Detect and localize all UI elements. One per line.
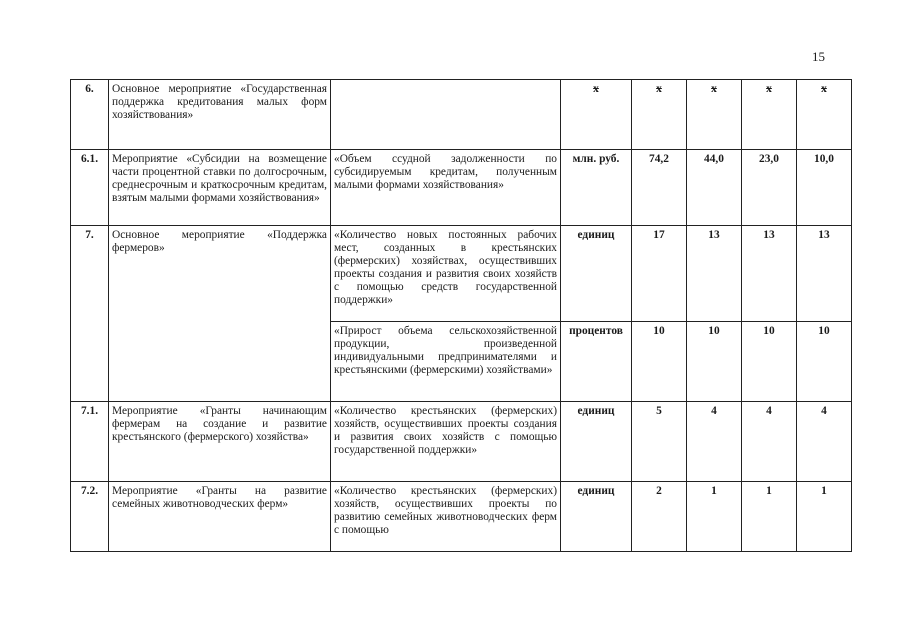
value-cell: 10 [797,322,852,402]
indicator-text [331,80,561,150]
value-cell: х [797,80,852,150]
value-cell: 10,0 [797,150,852,226]
measure-name: Мероприятие «Гранты начинающим фермерам на создание и развитие крестьянского (фермерского) хозяйства» [109,402,331,482]
value-cell: 4 [742,402,797,482]
value-cell: 74,2 [632,150,687,226]
indicator-text: «Прирост объема сельскохозяйственной продукции, произведенной индивидуальными предпринимателями и крестьянскими (фермерскими) хозяйствами» [331,322,561,402]
value-cell: 4 [687,402,742,482]
unit-cell: единиц [561,482,632,552]
measure-name: Мероприятие «Субсидии на возмещение части процентной ставки по долгосрочным, среднесрочным и краткосрочным кредитам, взятым малыми формами хозяйствования» [109,150,331,226]
value-cell: 1 [742,482,797,552]
value-cell: 10 [742,322,797,402]
value-cell: 4 [797,402,852,482]
indicator-text: «Количество новых постоянных рабочих мест, созданных в крестьянских (фермерских) хозяйствах, осуществивших проекты создания и развития своих хозяйств с помощью средств государственной поддержки» [331,226,561,322]
value-cell: 17 [632,226,687,322]
value-cell: 5 [632,402,687,482]
value-cell: х [742,80,797,150]
table-row [71,150,852,226]
row-number: 6. [71,80,109,150]
row-number: 6.1. [71,150,109,226]
indicator-text: «Количество крестьянских (фермерских) хозяйств, осуществивших проекты по развитию семейных животноводческих ферм с помощью [331,482,561,552]
indicator-text: «Объем ссудной задолженности по субсидируемым кредитам, полученным малыми формами хозяйствования» [331,150,561,226]
table-row [71,402,852,482]
value-cell: 10 [632,322,687,402]
unit-cell: процентов [561,322,632,402]
unit-cell: единиц [561,226,632,322]
row-number: 7.2. [71,482,109,552]
unit-cell: единиц [561,402,632,482]
value-cell: 2 [632,482,687,552]
value-cell: 1 [687,482,742,552]
value-cell: 1 [797,482,852,552]
indicators-table [70,79,852,552]
measure-name: Основное мероприятие «Государственная поддержка кредитования малых форм хозяйствования» [109,80,331,150]
value-cell: 13 [687,226,742,322]
unit-cell: х [561,80,632,150]
value-cell: 13 [797,226,852,322]
value-cell: х [632,80,687,150]
table-row [71,80,852,150]
row-number: 7. [71,226,109,402]
indicator-text: «Количество крестьянских (фермерских) хозяйств, осуществивших проекты создания и развития своих хозяйств с помощью государственной поддержки» [331,402,561,482]
table-row [71,226,852,322]
page-number: 15 [812,49,825,64]
row-number: 7.1. [71,402,109,482]
table-row [71,482,852,552]
value-cell: 10 [687,322,742,402]
unit-cell: млн. руб. [561,150,632,226]
value-cell: 13 [742,226,797,322]
value-cell: х [687,80,742,150]
value-cell: 23,0 [742,150,797,226]
measure-name: Основное мероприятие «Поддержка фермеров» [109,226,331,402]
measure-name: Мероприятие «Гранты на развитие семейных животноводческих ферм» [109,482,331,552]
value-cell: 44,0 [687,150,742,226]
